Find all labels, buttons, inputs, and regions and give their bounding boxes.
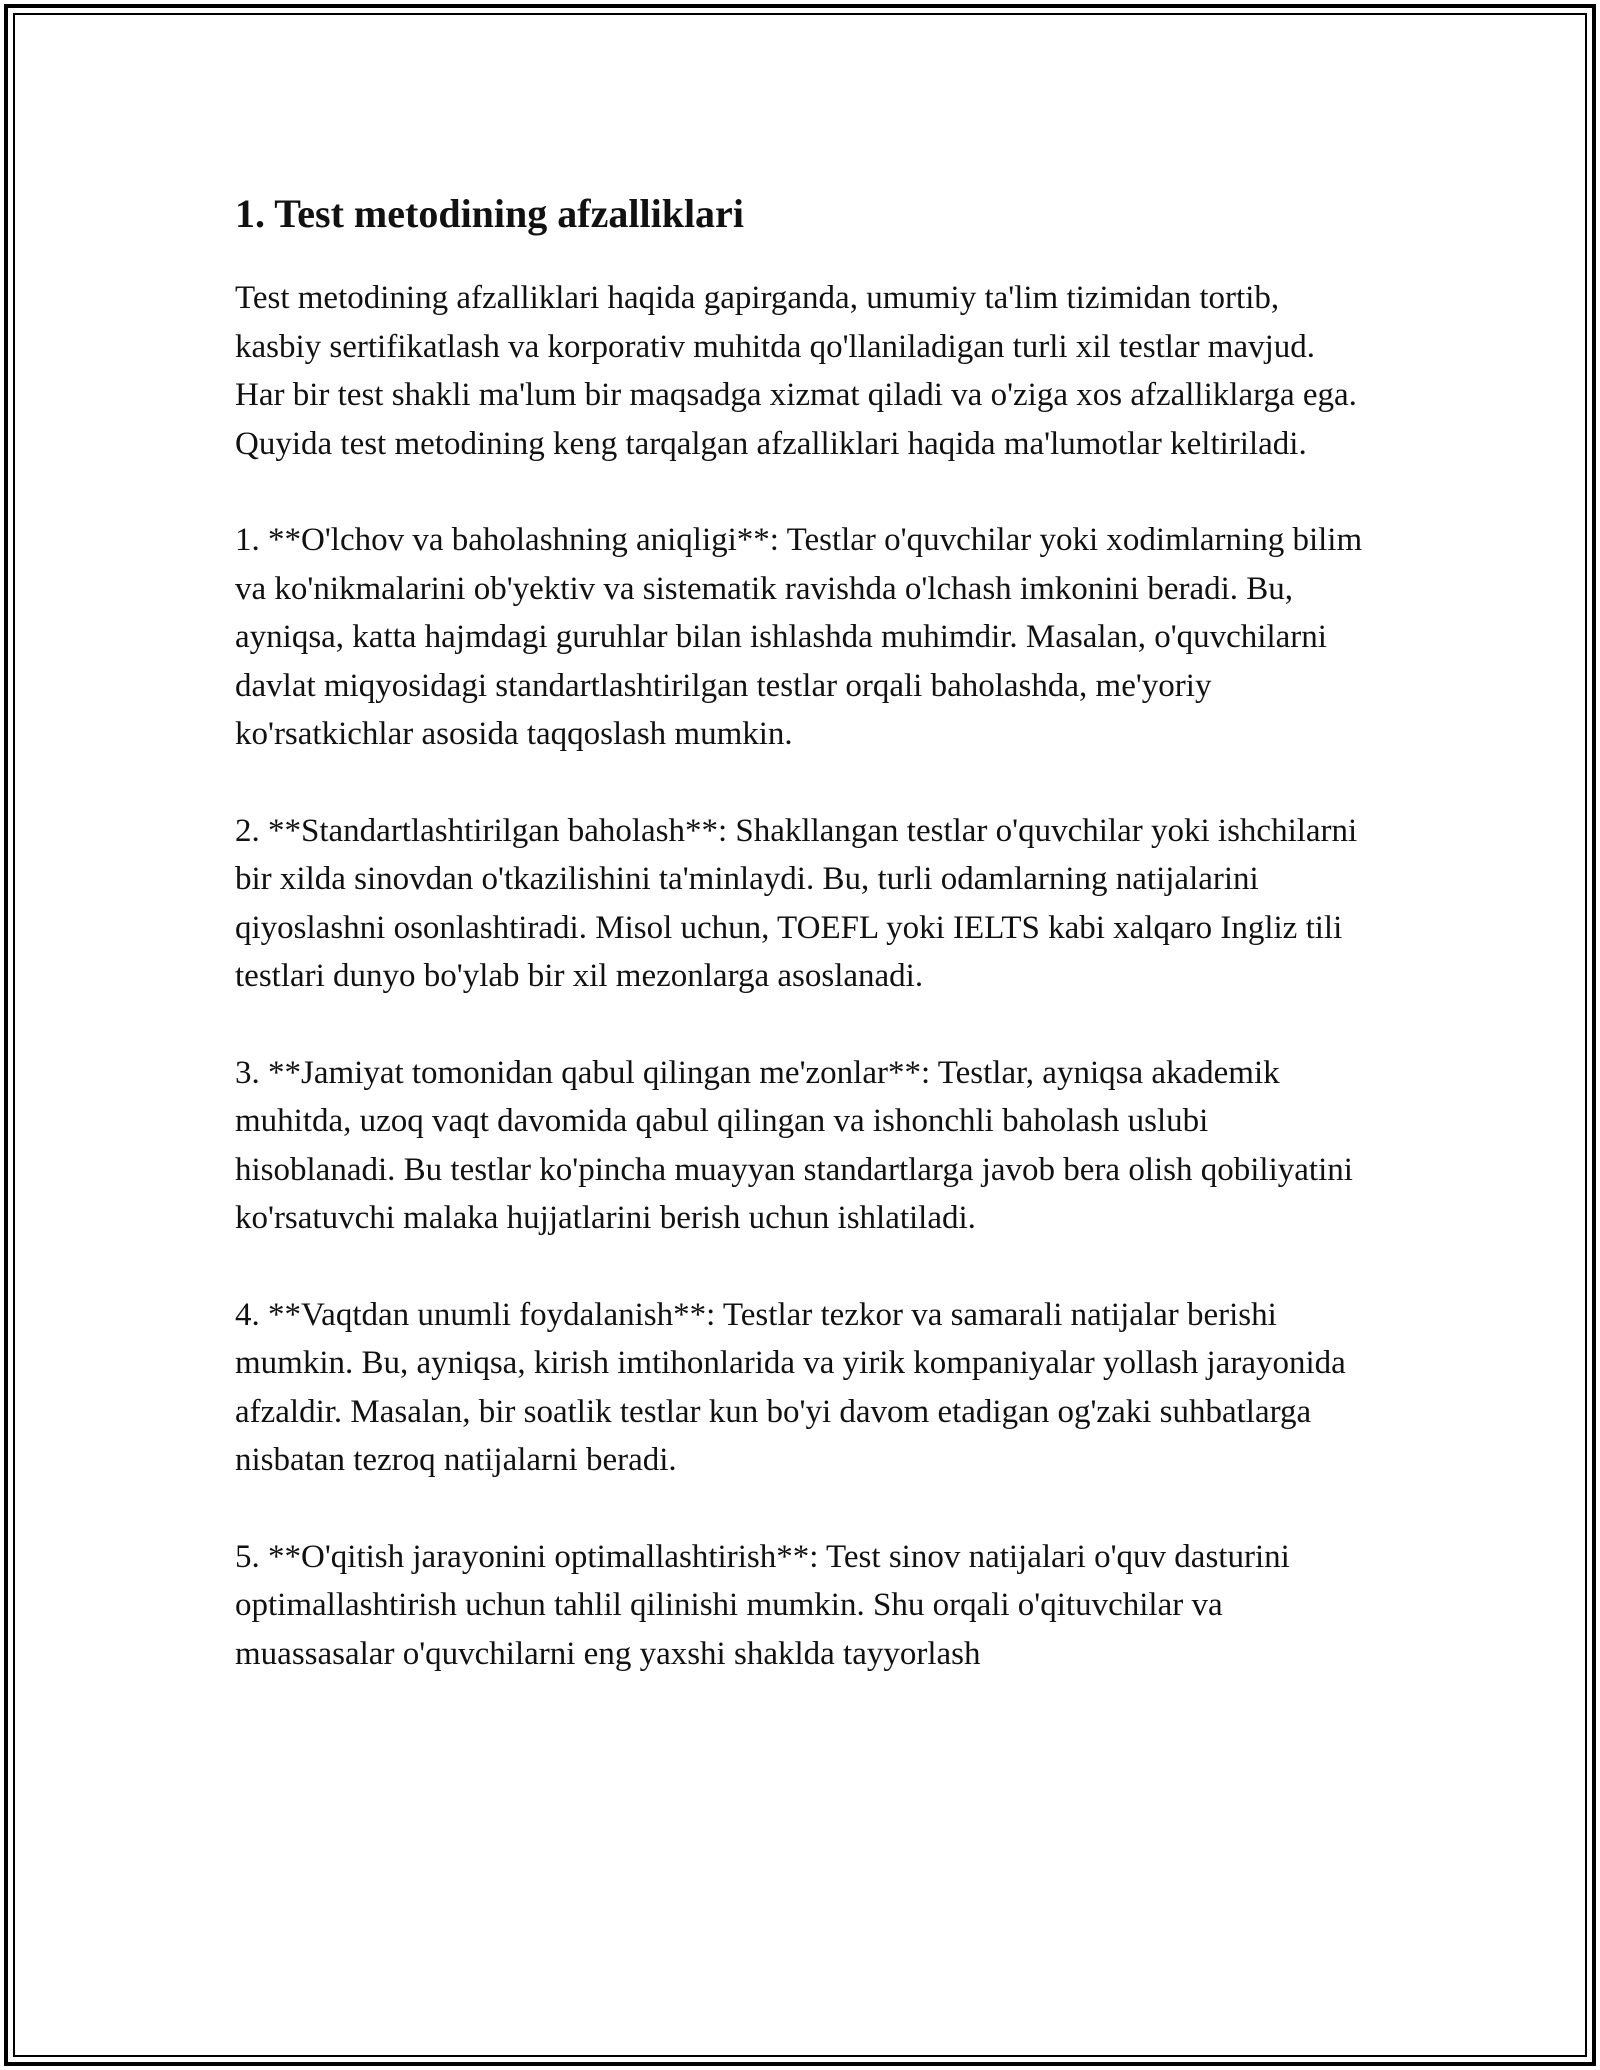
advantage-item-2: 2. **Standartlashtirilgan baholash**: Shakllangan testlar o'quvchilar yoki ishchilarni bir xilda sinovdan o'tkazilishini ta'minlaydi. Bu, turli odamlarning natijalarini qiyoslashni osonlashtiradi. Misol uchun, TOEFL yoki IELTS kabi xalqaro Ingliz tili testlari dunyo bo'ylab bir xil mezonlarga asoslanadi.	[235, 812, 1358, 994]
advantage-item-1: 1. **O'lchov va baholashning aniqligi**: Testlar o'quvchilar yoki xodimlarning bilim va ko'nikmalarini ob'yektiv va sistematik ravishda o'lchash imkonini beradi. Bu, ayniqsa, katta hajmdagi guruhlar bilan ishlashda muhimdir. Masalan, o'quvchilarni davlat miqyosidagi standartlashtirilgan testlar orqali baholashda, me'yoriy ko'rsatkichlar asosida taqqoslash mumkin.	[235, 522, 1363, 752]
advantage-item-4: 4. **Vaqtdan unumli foydalanish**: Testlar tezkor va samarali natijalar berishi mumkin. Bu, ayniqsa, kirish imtihonlarida va yirik kompaniyalar yollash jarayonida afzaldir. Masalan, bir soatlik testlar kun bo'yi davom etadigan og'zaki suhbatlarga nisbatan tezroq natijalarni beradi.	[235, 1296, 1346, 1478]
section-heading: 1. Test metodining afzalliklari	[235, 191, 744, 236]
advantage-item-5: 5. **O'qitish jarayonini optimallashtirish**: Test sinov natijalari o'quv dasturini optimallashtirish uchun tahlil qilinishi mumkin. Shu orqali o'qituvchilar va muassasalar o'quvchilarni eng yaxshi shaklda tayyorlash	[235, 1538, 1290, 1672]
intro-paragraph: Test metodining afzalliklari haqida gapirganda, umumiy ta'lim tizimidan tortib, kasbiy sertifikatlash va korporativ muhitda qo'llaniladigan turli xil testlar mavjud. Har bir test shakli ma'lum bir maqsadga xizmat qiladi va o'ziga xos afzalliklarga ega. Quyida test metodining keng tarqalgan afzalliklari haqida ma'lumotlar keltiriladi.	[235, 280, 1357, 462]
advantage-item-3: 3. **Jamiyat tomonidan qabul qilingan me'zonlar**: Testlar, ayniqsa akademik muhitda, uzoq vaqt davomida qabul qilingan va ishonchli baholash uslubi hisoblanadi. Bu testlar ko'pincha muayyan standartlarga javob bera olish qobiliyatini ko'rsatuvchi malaka hujjatlarini berish uchun ishlatiladi.	[235, 1054, 1353, 1236]
document-body	[235, 184, 1365, 1726]
